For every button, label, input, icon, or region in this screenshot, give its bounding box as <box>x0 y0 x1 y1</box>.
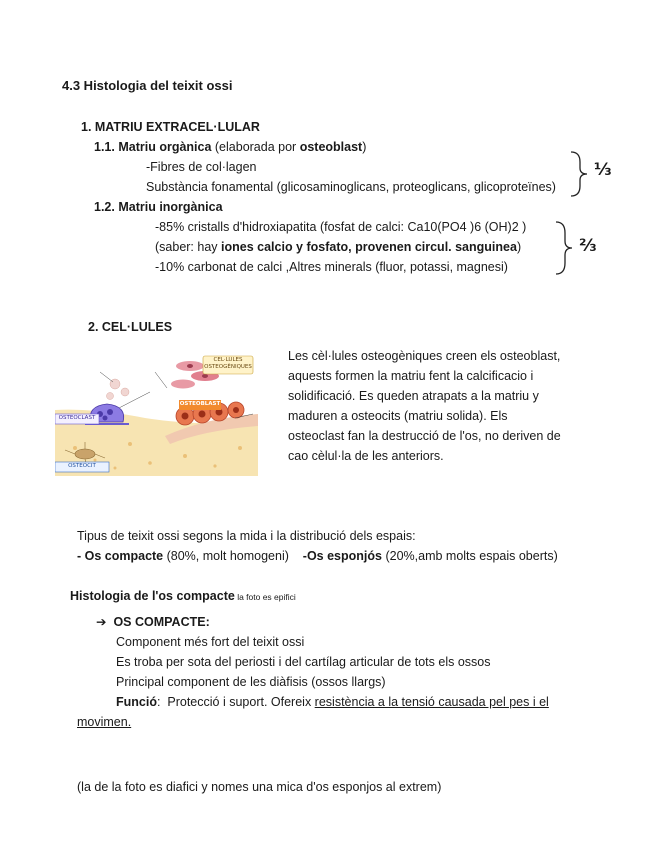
compact-subheading-label: OS COMPACTE: <box>113 615 210 629</box>
note-pre: (saber: hay <box>155 240 222 254</box>
note-post: ) <box>516 240 522 254</box>
osteoblast-label: OSTEOBLAST <box>179 401 221 407</box>
paren-text: (elaborada por <box>211 140 300 154</box>
curly-brace-inorganic <box>553 220 575 276</box>
compact-label: - Os compacte <box>77 549 164 563</box>
osteogenic-label: CÈL·LULES OSTEOGÈNIQUES <box>204 357 252 370</box>
inorganic-item-3: -10% carbonat de calci ,Altres minerals (fluor, potassi, magnesi) <box>155 260 508 274</box>
histology-heading <box>70 588 296 605</box>
bone-types-list <box>77 548 558 564</box>
subsection-inorganic-matrix <box>94 199 223 215</box>
compact-desc: (80%, molt homogeni) <box>163 549 303 563</box>
inorganic-item-2 <box>155 239 521 255</box>
osteocyte-label: OSTEÒCIT <box>68 463 96 469</box>
paragraph-line: aquests formen la matriu fent la calcificacio i <box>288 369 534 383</box>
section-heading-matrix: 1. MATRIU EXTRACEL·LULAR <box>81 120 260 134</box>
spongy-label: -Os esponjós <box>302 549 382 563</box>
paren-close: ) <box>362 140 367 154</box>
organic-item-2: Substància fonamental (glicosaminoglicans, proteoglicans, glicoproteïnes) <box>146 180 556 194</box>
subsection-number: 1.2. <box>94 200 115 214</box>
cells-paragraph <box>288 346 561 466</box>
fraction-one-third: ⅓ <box>594 160 612 180</box>
paragraph-line: Les cèl·lules osteogèniques creen els osteoblast, <box>288 349 561 363</box>
section-heading-cells: 2. CEL·LULES <box>88 320 173 334</box>
histology-heading-bold: Histologia de l'os compacte <box>70 589 235 603</box>
spongy-desc: (20%,amb molts espais oberts) <box>381 549 558 563</box>
compact-subheading <box>96 614 210 630</box>
curly-brace-organic <box>568 150 590 198</box>
page-title: 4.3 Histologia del teixit ossi <box>62 78 233 93</box>
subsection-label: Matriu orgànica <box>118 140 212 154</box>
paren-bold: osteoblast <box>299 140 363 154</box>
organic-item-1: -Fibres de col·lagen <box>146 160 257 174</box>
fraction-two-thirds: ⅔ <box>579 236 597 256</box>
subsection-number: 1.1. <box>94 140 115 154</box>
compact-line-3: Principal component de les diàfisis (ossos llargs) <box>116 675 386 689</box>
function-text: : Protecció i suport. Ofereix <box>156 695 315 709</box>
bone-types-intro: Tipus de teixit ossi segons la mida i la distribució dels espais: <box>77 529 416 543</box>
function-wrap: movimen. <box>77 715 132 729</box>
inorganic-item-1: -85% cristalls d'hidroxiapatita (fosfat de calci: Ca10(PO4 )6 (OH)2 ) <box>155 220 527 234</box>
bone-cells-illustration <box>55 348 258 476</box>
paragraph-line: solidificació. Es queden atrapats a la matriu y <box>288 389 539 403</box>
osteoclast-label: OSTEOCLAST <box>58 415 96 421</box>
arrow-right-icon: ➔ <box>96 615 107 629</box>
function-underlined-text: resistència a la tensió causada pel pes i el <box>314 695 549 709</box>
histology-heading-note: la foto es epifici <box>234 592 296 602</box>
paragraph-line: cao cèlul·la de les anteriors. <box>288 449 444 463</box>
note-bold: iones calcio y fosfato, provenen circul. sanguinea <box>221 240 517 254</box>
compact-line-1: Component més fort del teixit ossi <box>116 635 305 649</box>
paragraph-line: osteoclast fan la destrucció de l'os, no deriven de <box>288 429 561 443</box>
footer-note: (la de la foto es diafici y nomes una mica d'os esponjos al extrem) <box>77 780 442 794</box>
function-line <box>116 694 549 710</box>
compact-line-2: Es troba per sota del periosti i del cartílag articular de tots els ossos <box>116 655 491 669</box>
subsection-organic-matrix <box>94 139 366 155</box>
function-label: Funció <box>116 695 157 709</box>
paragraph-line: maduren a osteocits (matriu solida). Els <box>288 409 508 423</box>
subsection-label: Matriu inorgànica <box>118 200 223 214</box>
